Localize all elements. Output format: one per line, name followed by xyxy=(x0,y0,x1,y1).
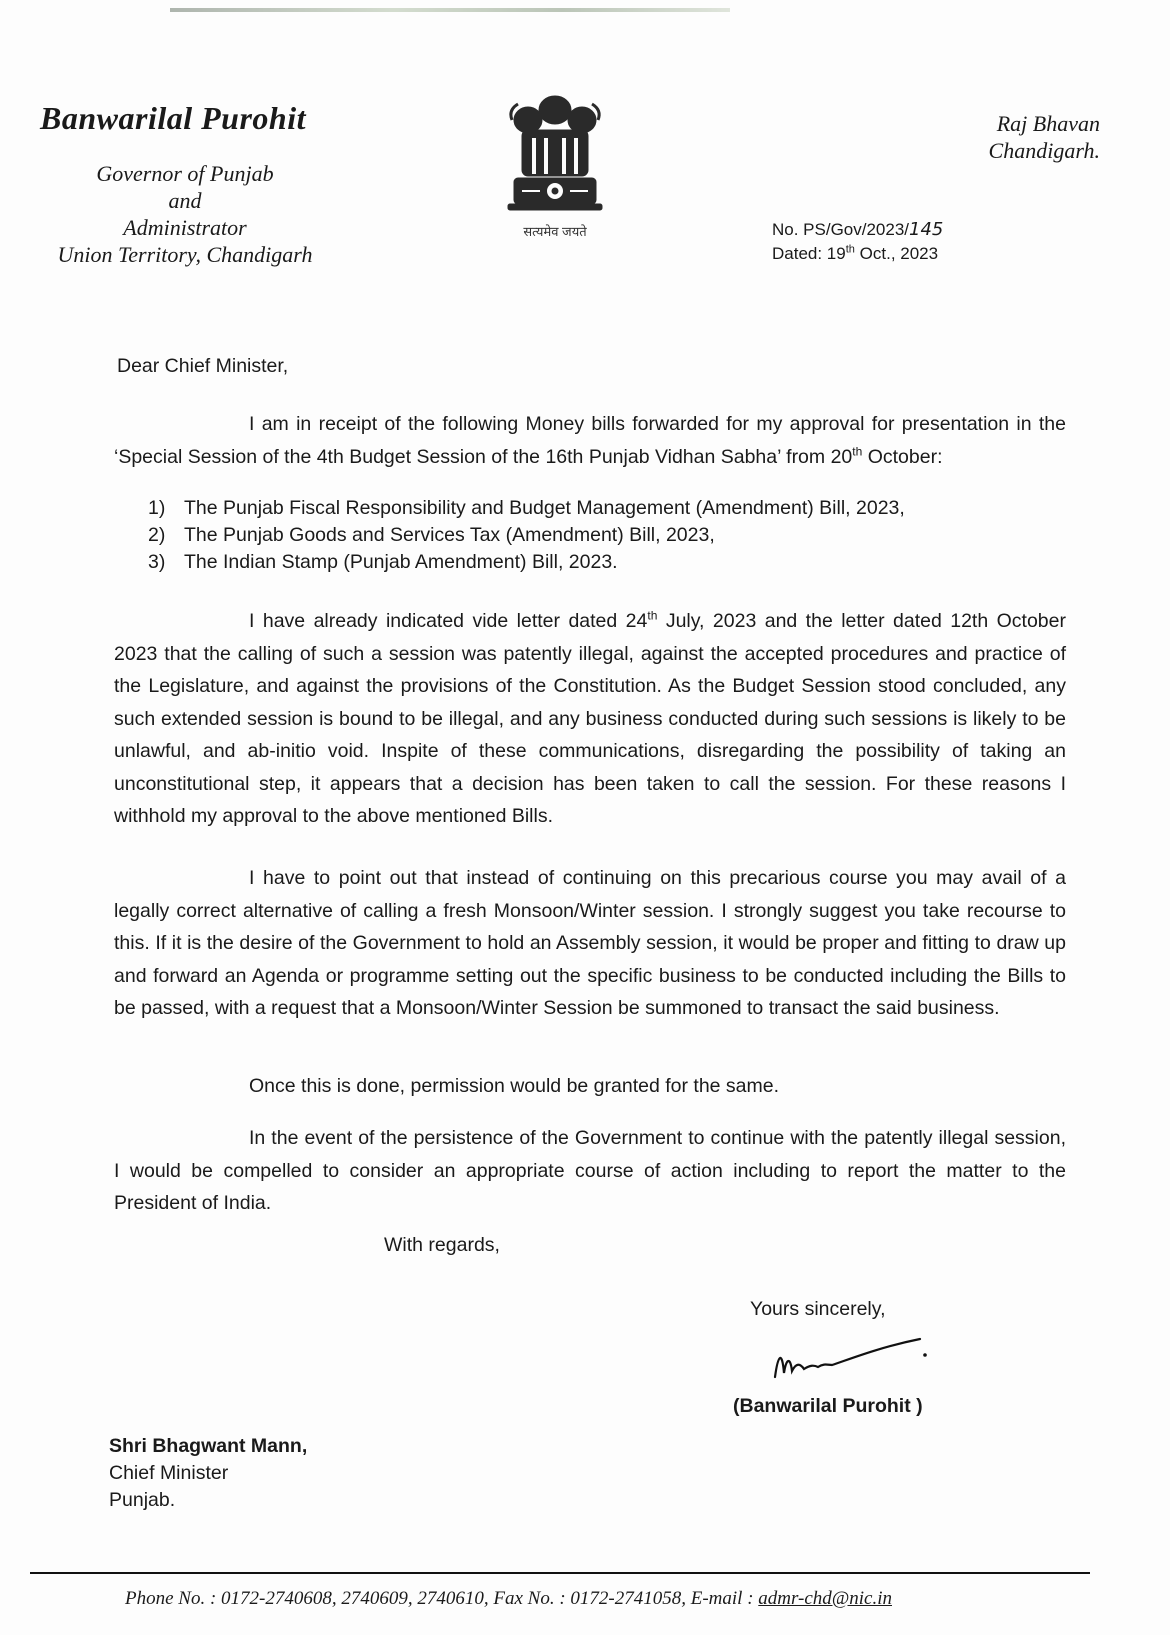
letterhead-name: Banwarilal Purohit xyxy=(40,100,306,136)
email-link[interactable]: admr-chd@nic.in xyxy=(758,1588,892,1609)
paragraph-2: I have already indicated vide letter dated 24th July, 2023 and the letter dated 12th October 2023 that the calling of such a session was patently illegal, against the accepted procedures and practice of the Legislature, and against the provisions of the Constitution. As the Budget Session stood concluded, any such extended session is bound to be illegal, and any business conducted during such sessions is likely to be unlawful, and ab-initio void. Inspite of these communications, disregarding the possibility of taking an unconstitutional step, it appears that a decision has been taken to call the session. For these reasons I withhold my approval to the above mentioned Bills. xyxy=(114,608,1066,827)
emblem-motto: सत्यमेव जयते xyxy=(523,224,587,239)
signatory-name: (Banwarilal Purohit ) xyxy=(733,1395,923,1417)
paragraph-1: I am in receipt of the following Money bills forwarded for my approval for presentation in the ‘Special Session of the 4th Budget Session of the 16th Punjab Vidhan Sabha’ from 20th October: xyxy=(114,413,1066,468)
list-item: 1) The Punjab Fiscal Responsibility and Budget Management (Amendment) Bill, 2023, xyxy=(148,497,905,519)
recipient-address xyxy=(109,1433,307,1514)
closing: Yours sincerely, xyxy=(750,1298,886,1320)
top-edge-mark xyxy=(170,8,730,12)
recipient-line: Chief Minister xyxy=(109,1462,229,1484)
address-line: Chandigarh. xyxy=(988,138,1100,163)
paragraph-4: Once this is done, permission would be granted for the same. xyxy=(249,1075,780,1097)
list-item: 3) The Indian Stamp (Punjab Amendment) Bill, 2023. xyxy=(148,551,618,573)
reference-number: No. PS/Gov/2023/145 xyxy=(772,219,944,240)
paragraph-5: In the event of the persistence of the Government to continue with the patently illegal session, I would be compelled to consider an appropriate course of action including to report the matter to the President of India. xyxy=(114,1127,1066,1214)
recipient-line: Punjab. xyxy=(109,1489,176,1511)
regards: With regards, xyxy=(384,1234,500,1256)
designation-line: Governor of Punjab xyxy=(96,161,274,186)
lion-capital-icon xyxy=(500,82,610,222)
designation-line: Administrator xyxy=(123,215,247,240)
bills-list xyxy=(148,495,905,576)
address-line: Raj Bhavan xyxy=(996,111,1100,136)
letter-date: Dated: 19th Oct., 2023 xyxy=(772,243,939,263)
sender-address xyxy=(989,110,1100,164)
salutation: Dear Chief Minister, xyxy=(117,355,289,377)
handwritten-reference: 145 xyxy=(909,219,944,240)
recipient-line: Shri Bhagwant Mann, xyxy=(109,1435,308,1457)
designation-line: and xyxy=(168,188,202,213)
footer-divider xyxy=(30,1572,1090,1574)
letterhead-designation xyxy=(40,160,330,268)
signature-icon xyxy=(770,1335,930,1385)
paragraph-3: I have to point out that instead of continuing on this precarious course you may avail of a legally correct alternative of calling a fresh Monsoon/Winter session. I strongly suggest you take recourse to this. If it is the desire of the Government to hold an Assembly session, it would be proper and fitting to draw up and forward an Agenda or programme setting out the specific business to be conducted including the Bills to be passed, with a request that a Monsoon/Winter Session be summoned to transact the said business. xyxy=(114,867,1066,1019)
list-item: 2) The Punjab Goods and Services Tax (Amendment) Bill, 2023, xyxy=(148,524,715,546)
footer-contact: Phone No. : 0172-2740608, 2740609, 2740610, Fax No. : 0172-2741058, E-mail : admr-chd@nic.in xyxy=(125,1588,892,1609)
reference-block xyxy=(772,218,943,266)
designation-line: Union Territory, Chandigarh xyxy=(57,242,313,267)
